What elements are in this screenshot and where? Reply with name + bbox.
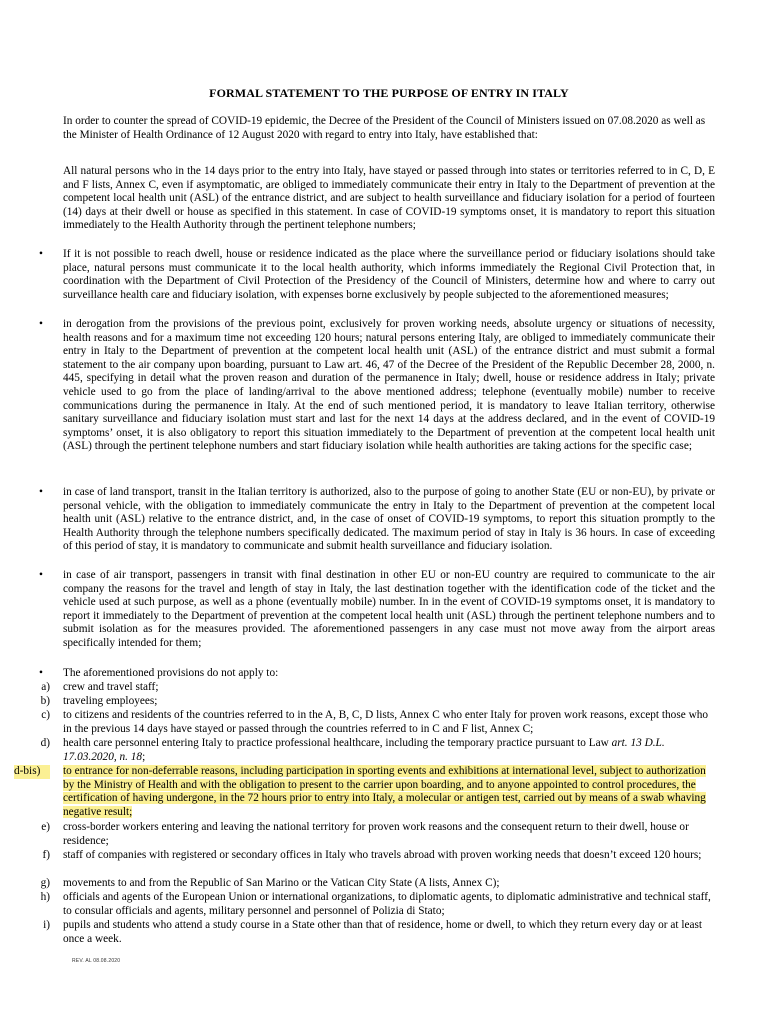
- exemption-item: crew and travel staff;: [63, 681, 159, 693]
- highlighted-text: to entrance for non-deferrable reasons, including participation in sporting events and exhibitions at international level, subject to authorization by the Ministry of Health and with the obligation to present to the carrier upon boarding, and to anyone appointed to control procedures, the certification of having undergone, in the 72 hours prior to entry into Italy, a molecular or antigen test, carried out by means of a swab whaving negative result;: [63, 765, 706, 818]
- exemption-item: [63, 737, 715, 764]
- exemption-item: movements to and from the Republic of San Marino or the Vatican City State (A lists, Annex C);: [63, 877, 500, 889]
- item-marker: g): [40, 877, 50, 889]
- exemption-item: traveling employees;: [63, 695, 158, 707]
- item-marker: e): [41, 821, 50, 833]
- revision-footer: REV. AL 08.08.2020: [72, 958, 121, 964]
- law-reference: art. 13 D.L. 17.03.2020, n. 18: [63, 737, 665, 763]
- bullet-marker: •: [39, 248, 43, 260]
- item-marker: b): [40, 695, 50, 707]
- intro-paragraph: In order to counter the spread of COVID-19 epidemic, the Decree of the President of the Council of Ministers issued on 07.08.2020 as well as the Minister of Health Ordinance of 12 August 2020 with regard to entry into Italy, have established that:: [63, 115, 706, 141]
- bullet-paragraph: in case of land transport, transit in the Italian territory is authorized, also to the purpose of going to another State (EU or non-EU), by private or personal vehicle, with the obligation to immediately communicate the entry in Italy to the Department of prevention at the competent local health unit (ASL) relative to the entrance district, and, in the case of onset of COVID-19 symptoms, to report this situation promptly to the Health Authority through the telephone numbers specifically dedicated. The maximum period of stay in Italy is 36 hours. In case of exceeding of this period of stay, it is mandatory to communicate and submit health surveillance and fiduciary isolation.: [63, 486, 715, 553]
- item-text: health care personnel entering Italy to practice professional healthcare, including the temporary practice pursuant to Law: [63, 737, 612, 749]
- bullet-marker: •: [39, 667, 43, 679]
- item-tail: ;: [142, 750, 146, 763]
- item-marker: h): [40, 891, 50, 903]
- item-marker: f): [42, 849, 50, 861]
- exemption-item: pupils and students who attend a study course in a State other than that of residence, home or dwell, to which they return every day or at least once a week.: [63, 919, 703, 945]
- item-marker: d): [40, 737, 50, 749]
- bullet-marker: •: [39, 486, 43, 498]
- bullet-marker: •: [39, 318, 43, 330]
- bullet-paragraph: If it is not possible to reach dwell, house or residence indicated as the place where the surveillance period or fiduciary isolations should take place, natural persons must communicate it to the local health authority, which informs immediately the Regional Civil Protection that, in coordination with the Department of Civil Protection of the Presidency of the Council of Ministers, determine how and where to carry out surveillance health care and fiduciary isolation, with expenses borne exclusively by people subjected to the aforementioned measures;: [63, 248, 715, 301]
- exemption-item: cross-border workers entering and leaving the national territory for proven work reasons and the consequent return to their dwell, house or residence;: [63, 821, 689, 847]
- item-marker: a): [41, 681, 50, 693]
- document-title: FORMAL STATEMENT TO THE PURPOSE OF ENTRY IN ITALY: [209, 86, 569, 100]
- exemption-item-highlighted: [63, 765, 715, 819]
- item-marker-highlighted: d-bis): [14, 765, 50, 779]
- exemption-item: staff of companies with registered or secondary offices in Italy who travels abroad with proven working needs that doesn’t exceed 120 hours;: [63, 849, 702, 861]
- bullet-paragraph: in derogation from the provisions of the previous point, exclusively for proven working needs, absolute urgency or situations of necessity, health reasons and for a maximum time not exceeding 120 hours; natural persons entering Italy, are obliged to immediately communicate their entry in Italy to the Department of prevention at the competent local health unit (ASL) of the entrance district and must submit a formal statement to the air company upon boarding, pursuant to Law art. 46, 47 of the Decree of the President of the Republic December 28, 2000, n. 445, specifying in detail what the proven reason and duration of the permanence in Italy; dwell, house or residence address in Italy; private vehicle used to go from the place of landing/arrival to the above mentioned address; telephone (eventually mobile) number to receive communications during the permanence in Italy. At the end of such mentioned period, it is mandatory to leave Italian territory, otherwise sanitary surveillance and fiduciary isolation must start and last for the next 14 days at the address declared, and in the event of COVID-19 symptoms’ onset, it is also obligatory to report this situation immediately to the Department of prevention at the competent local health unit (ASL) through the pertinent telephone numbers and start fiduciary isolation while health authorities are taking actions for the specific case;: [63, 318, 715, 453]
- item-marker: i): [43, 919, 50, 931]
- first-paragraph: All natural persons who in the 14 days prior to the entry into Italy, have stayed or passed through into states or territories referred to in C, D, E and F lists, Annex C, even if asymptomatic, are obliged to immediately communicate their entry in Italy to the Department of prevention at the competent local health unit (ASL) of the entrance district, and are subject to health surveillance and fiduciary isolation for a period of fourteen (14) days at their dwell or house as specified in this statement. In case of COVID-19 symptoms onset, it is mandatory to report this situation immediately to the Health Authority through the pertinent telephone numbers;: [63, 165, 715, 232]
- bullet-paragraph: in case of air transport, passengers in transit with final destination in other EU or non-EU country are required to communicate to the air company the reasons for the travel and length of stay in Italy, the last destination together with the identification code of the ticket and the vehicle used at such purpose, as well as a phone (eventually mobile) number. In in the event of COVID-19 symptoms onset, it is mandatory to report it immediately to the Department of prevention at the competent local health unit (ASL) through the pertinent telephone numbers and to submit isolation as for the measures provided. The aforementioned passengers in any case must not move away from the airport areas specifically intended for them;: [63, 569, 715, 649]
- exemption-item: officials and agents of the European Union or international organizations, to diplomatic agents, to diplomatic administrative and technical staff, to consular officials and agents, military personnel and personnel of Polizia di Stato;: [63, 891, 711, 917]
- item-marker: c): [41, 709, 50, 721]
- bullet-paragraph: The aforementioned provisions do not apply to:: [63, 667, 279, 679]
- bullet-marker: •: [39, 569, 43, 581]
- exemption-item: to citizens and residents of the countries referred to in the A, B, C, D lists, Annex C who enter Italy for proven work reasons, except those who in the previous 14 days have stayed or passed through the countries referred to in C and F list, Annex C;: [63, 709, 709, 735]
